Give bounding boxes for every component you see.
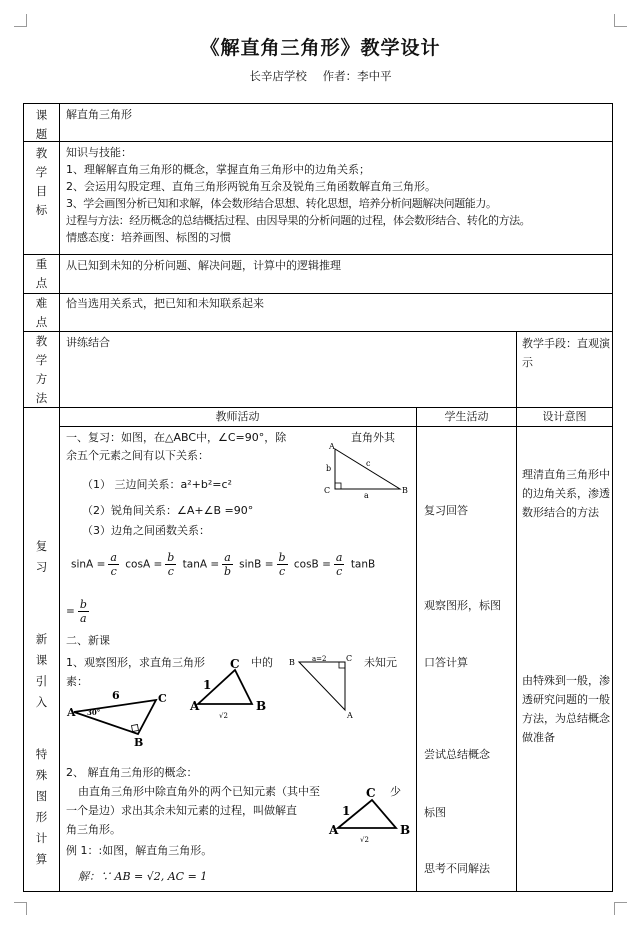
- objectives-text: 知识与技能： 1、理解解直角三角形的概念，掌握直角三角形中的边角关系； 2、会运用勾股定理、直角三角形两锐角互余及锐角三角函数解直角三角形。 3、学会画图分析已知和求解，体会数形结合思想、转化思想，培养分析问题解决问题能力。 过程与方法：经历概念的总结概括过程、由因导果的分析问题的过程，体会数形结合、转化的方法。 情感态度：培养画图、标图的习惯: [66, 146, 531, 244]
- row-divider: [24, 254, 612, 255]
- svg-text:C: C: [366, 786, 376, 800]
- svg-text:B: B: [289, 658, 295, 667]
- new-lesson-line1a: 1、观察图形，求直角三角形: [66, 656, 205, 669]
- svg-text:A: A: [190, 699, 200, 713]
- relation-functions: （3）边角之间函数关系：: [82, 524, 210, 537]
- svg-text:30°: 30°: [87, 708, 101, 717]
- school-name: 长辛店学校: [249, 69, 307, 83]
- review-line2: 余五个元素之间有以下关系：: [66, 449, 209, 462]
- svg-text:C: C: [230, 657, 240, 671]
- row-divider: [24, 141, 612, 142]
- design-intent-2: 由特殊到一般，渗透研究问题的一般方法，为总结概念做准备: [522, 674, 610, 744]
- topic-value: 解直角三角形: [66, 108, 132, 121]
- concept-line3: 角三角形。: [66, 823, 121, 836]
- design-intent-1: 理清直角三角形中的边角关系，渗透数形结合的方法: [522, 468, 610, 519]
- student-activity-2: 观察图形，标图: [424, 599, 501, 612]
- triangle-figure-1-root2: [188, 652, 280, 720]
- document-subtitle: [0, 68, 641, 84]
- label-review: 复习: [35, 539, 48, 574]
- method-tools: 教学手段：直观演示: [522, 337, 610, 369]
- svg-text:A: A: [347, 711, 353, 720]
- new-lesson-header: 二、新课: [66, 634, 110, 647]
- new-lesson-line1b: 中的: [251, 656, 273, 669]
- concept-title: 2、 解直角三角形的概念：: [66, 766, 198, 779]
- column-divider: [59, 104, 60, 891]
- column-divider: [516, 407, 517, 891]
- svg-text:B: B: [256, 699, 267, 713]
- new-lesson-line1c: 未知元: [364, 656, 397, 669]
- svg-text:B: B: [134, 736, 144, 748]
- student-activity-4: 尝试总结概念: [424, 748, 490, 761]
- key-value: 从已知到未知的分析问题、解决问题，计算中的逻辑推理: [66, 259, 341, 272]
- author-name: 作者：李中平: [322, 69, 392, 83]
- example-solution: 解：∵ AB = √2, AC = 1: [78, 870, 208, 883]
- triangle-figure-abc: [320, 441, 412, 499]
- page-corner-mark: [614, 14, 627, 27]
- row-divider: [24, 331, 612, 332]
- svg-text:B: B: [400, 823, 411, 837]
- svg-text:C: C: [324, 486, 331, 495]
- svg-text:C: C: [158, 692, 167, 705]
- svg-text:√2: √2: [219, 712, 228, 720]
- label-method: 教学方法: [35, 334, 48, 405]
- page-corner-mark: [614, 902, 627, 915]
- label-objectives: 教学目标: [35, 146, 48, 217]
- concept-line1: 由直角三角形中除直角外的两个已知元素（其中至: [78, 785, 320, 798]
- triangle-figure-6-30: [66, 688, 176, 748]
- page-corner-mark: [14, 14, 27, 27]
- student-activity-1: 复习回答: [424, 504, 468, 517]
- label-difficulty: 难点: [35, 296, 48, 329]
- relation-sides: （1） 三边间关系：a²+b²=c²: [82, 478, 232, 491]
- svg-text:1: 1: [203, 678, 212, 692]
- difficulty-value: 恰当选用关系式，把已知和未知联系起来: [66, 297, 264, 310]
- header-student: 学生活动: [444, 410, 489, 423]
- relation-angles: （2）锐角间关系：∠A+∠B =90°: [82, 504, 254, 517]
- svg-text:A: A: [329, 823, 339, 837]
- column-divider: [416, 407, 417, 891]
- review-line1: 一、复习：如图，在△ABC中，∠C=90°，除: [66, 431, 287, 444]
- trig-formulas: sinA = $\frac{a}{c}$ cosA = $\frac{b}{c}$ tanA = $\frac{a}{b}$ sinB = $\frac{b}{c}$ cosB = $\frac{a}{c}$ tanB: [71, 551, 376, 578]
- triangle-figure-example: [328, 782, 416, 844]
- svg-text:a=2: a=2: [312, 655, 327, 663]
- review-line1b: 直角外其: [351, 431, 395, 444]
- svg-text:1: 1: [342, 804, 351, 818]
- trig-tanb-value: = $\frac{b}{a}$: [66, 598, 87, 625]
- method-value: 讲练结合: [66, 336, 110, 349]
- student-activity-3: 口答计算: [424, 656, 468, 669]
- header-intent: 设计意图: [542, 410, 587, 423]
- svg-text:b: b: [326, 464, 332, 473]
- new-lesson-line2: 素：: [66, 675, 88, 688]
- svg-text:√2: √2: [360, 836, 369, 844]
- svg-text:C: C: [346, 654, 353, 663]
- label-special-calc: 特殊图形计算: [35, 747, 48, 866]
- svg-text:A: A: [67, 706, 76, 719]
- document-title: 《解直角三角形》教学设计: [200, 37, 441, 59]
- svg-text:A: A: [329, 442, 335, 451]
- header-teacher: 教师活动: [215, 410, 260, 423]
- concept-line2: 一个是边）求出其余未知元素的过程，叫做解直: [66, 804, 297, 817]
- row-divider: [24, 293, 612, 294]
- svg-text:c: c: [366, 459, 371, 468]
- example-1: 例 1：:如图，解直角三角形。: [66, 844, 213, 857]
- svg-text:6: 6: [112, 689, 120, 702]
- label-topic: 课题: [35, 108, 48, 141]
- concept-line1b: 少: [390, 785, 401, 798]
- svg-text:a: a: [364, 491, 369, 499]
- student-activity-5: 标图: [424, 806, 446, 819]
- triangle-figure-a2: [287, 652, 367, 722]
- label-new-lesson: 新课引入: [35, 632, 48, 709]
- svg-text:B: B: [402, 486, 408, 495]
- lesson-plan-table: [23, 103, 613, 892]
- student-activity-6: 思考不同解法: [424, 862, 490, 875]
- column-divider: [516, 331, 517, 407]
- label-key: 重点: [35, 257, 48, 290]
- page-corner-mark: [14, 902, 27, 915]
- row-divider: [59, 426, 612, 427]
